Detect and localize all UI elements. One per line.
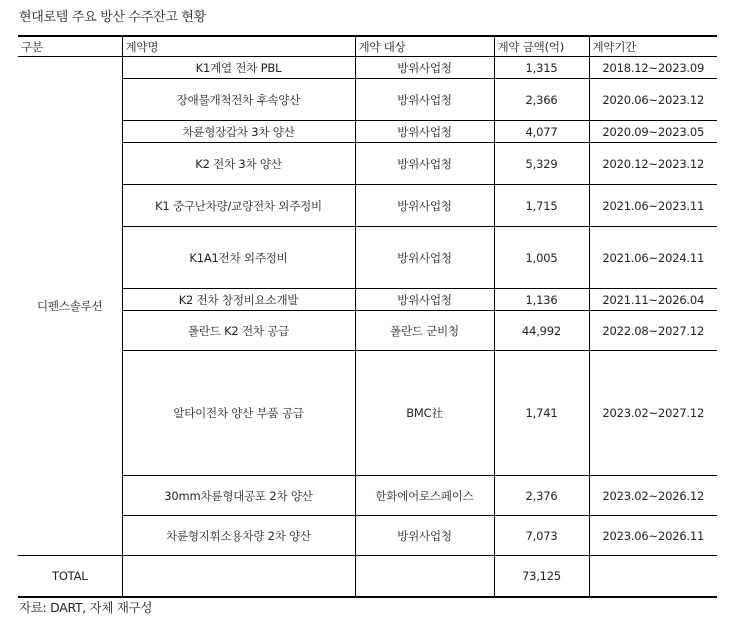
period-cell: 2021.11~2026.04 xyxy=(589,289,717,311)
counterparty-cell: 한화에어로스페이스 xyxy=(355,476,494,516)
header-counterparty: 계약 대상 xyxy=(355,36,494,57)
total-amount: 73,125 xyxy=(494,556,589,597)
header-amount: 계약 금액(억) xyxy=(494,36,589,57)
table-title: 현대로템 주요 방산 수주잔고 현황 xyxy=(19,10,206,25)
contract-name-cell: K2 전차 3차 양산 xyxy=(122,143,355,185)
header-row xyxy=(18,36,717,57)
contract-name-cell: K1A1전차 외주정비 xyxy=(122,227,355,289)
amount-cell: 1,005 xyxy=(494,227,589,289)
counterparty-cell: 방위사업청 xyxy=(355,121,494,143)
counterparty-cell: 방위사업청 xyxy=(355,185,494,227)
table-row xyxy=(18,143,717,185)
amount-cell: 7,073 xyxy=(494,516,589,556)
table-row xyxy=(18,289,717,311)
contract-name-cell: K2 전차 창정비요소개발 xyxy=(122,289,355,311)
amount-cell: 1,315 xyxy=(494,57,589,79)
table-row xyxy=(18,311,717,351)
total-row xyxy=(18,556,717,597)
counterparty-cell: BMC社 xyxy=(355,351,494,476)
period-cell: 2023.02~2027.12 xyxy=(589,351,717,476)
period-cell: 2023.02~2026.12 xyxy=(589,476,717,516)
period-cell: 2022.08~2027.12 xyxy=(589,311,717,351)
amount-cell: 1,715 xyxy=(494,185,589,227)
table-row xyxy=(18,227,717,289)
counterparty-cell: 방위사업청 xyxy=(355,79,494,121)
counterparty-cell: 방위사업청 xyxy=(355,57,494,79)
table-row xyxy=(18,121,717,143)
period-cell: 2021.06~2024.11 xyxy=(589,227,717,289)
amount-cell: 4,077 xyxy=(494,121,589,143)
total-label: TOTAL xyxy=(18,556,122,597)
counterparty-cell: 방위사업청 xyxy=(355,516,494,556)
counterparty-cell: 방위사업청 xyxy=(355,227,494,289)
table-row xyxy=(18,57,717,79)
contract-name-cell: 폴란드 K2 전차 공급 xyxy=(122,311,355,351)
table-row xyxy=(18,185,717,227)
period-cell: 2020.12~2023.12 xyxy=(589,143,717,185)
period-cell: 2020.09~2023.05 xyxy=(589,121,717,143)
total-empty-cell xyxy=(589,556,717,597)
amount-cell: 44,992 xyxy=(494,311,589,351)
total-empty-cell xyxy=(122,556,355,597)
total-empty-cell xyxy=(355,556,494,597)
amount-cell: 1,741 xyxy=(494,351,589,476)
header-contract-name: 계약명 xyxy=(122,36,355,57)
counterparty-cell: 방위사업청 xyxy=(355,143,494,185)
source-note: 자료: DART, 자체 재구성 xyxy=(19,600,153,615)
table-row xyxy=(18,79,717,121)
contract-name-cell: 차륜형지휘소용차량 2차 양산 xyxy=(122,516,355,556)
contract-name-cell: 알타이전차 양산 부품 공급 xyxy=(122,351,355,476)
amount-cell: 5,329 xyxy=(494,143,589,185)
contract-name-cell: 장애물개척전차 후속양산 xyxy=(122,79,355,121)
period-cell: 2020.06~2023.12 xyxy=(589,79,717,121)
period-cell: 2018.12~2023.09 xyxy=(589,57,717,79)
period-cell: 2021.06~2023.11 xyxy=(589,185,717,227)
table-row xyxy=(18,476,717,516)
contract-name-cell: K1 중구난차량/교량전차 외주정비 xyxy=(122,185,355,227)
contract-name-cell: 차륜형장갑차 3차 양산 xyxy=(122,121,355,143)
contract-name-cell: 30mm차륜형대공포 2차 양산 xyxy=(122,476,355,516)
table-row xyxy=(18,351,717,476)
table-row xyxy=(18,516,717,556)
counterparty-cell: 폴란드 군비청 xyxy=(355,311,494,351)
amount-cell: 2,366 xyxy=(494,79,589,121)
header-category: 구분 xyxy=(18,36,122,57)
contract-name-cell: K1계열 전차 PBL xyxy=(122,57,355,79)
counterparty-cell: 방위사업청 xyxy=(355,289,494,311)
header-period: 계약기간 xyxy=(589,36,717,57)
backlog-table xyxy=(18,35,717,598)
amount-cell: 1,136 xyxy=(494,289,589,311)
category-cell: 디펜스솔루션 xyxy=(18,57,122,556)
amount-cell: 2,376 xyxy=(494,476,589,516)
period-cell: 2023.06~2026.11 xyxy=(589,516,717,556)
